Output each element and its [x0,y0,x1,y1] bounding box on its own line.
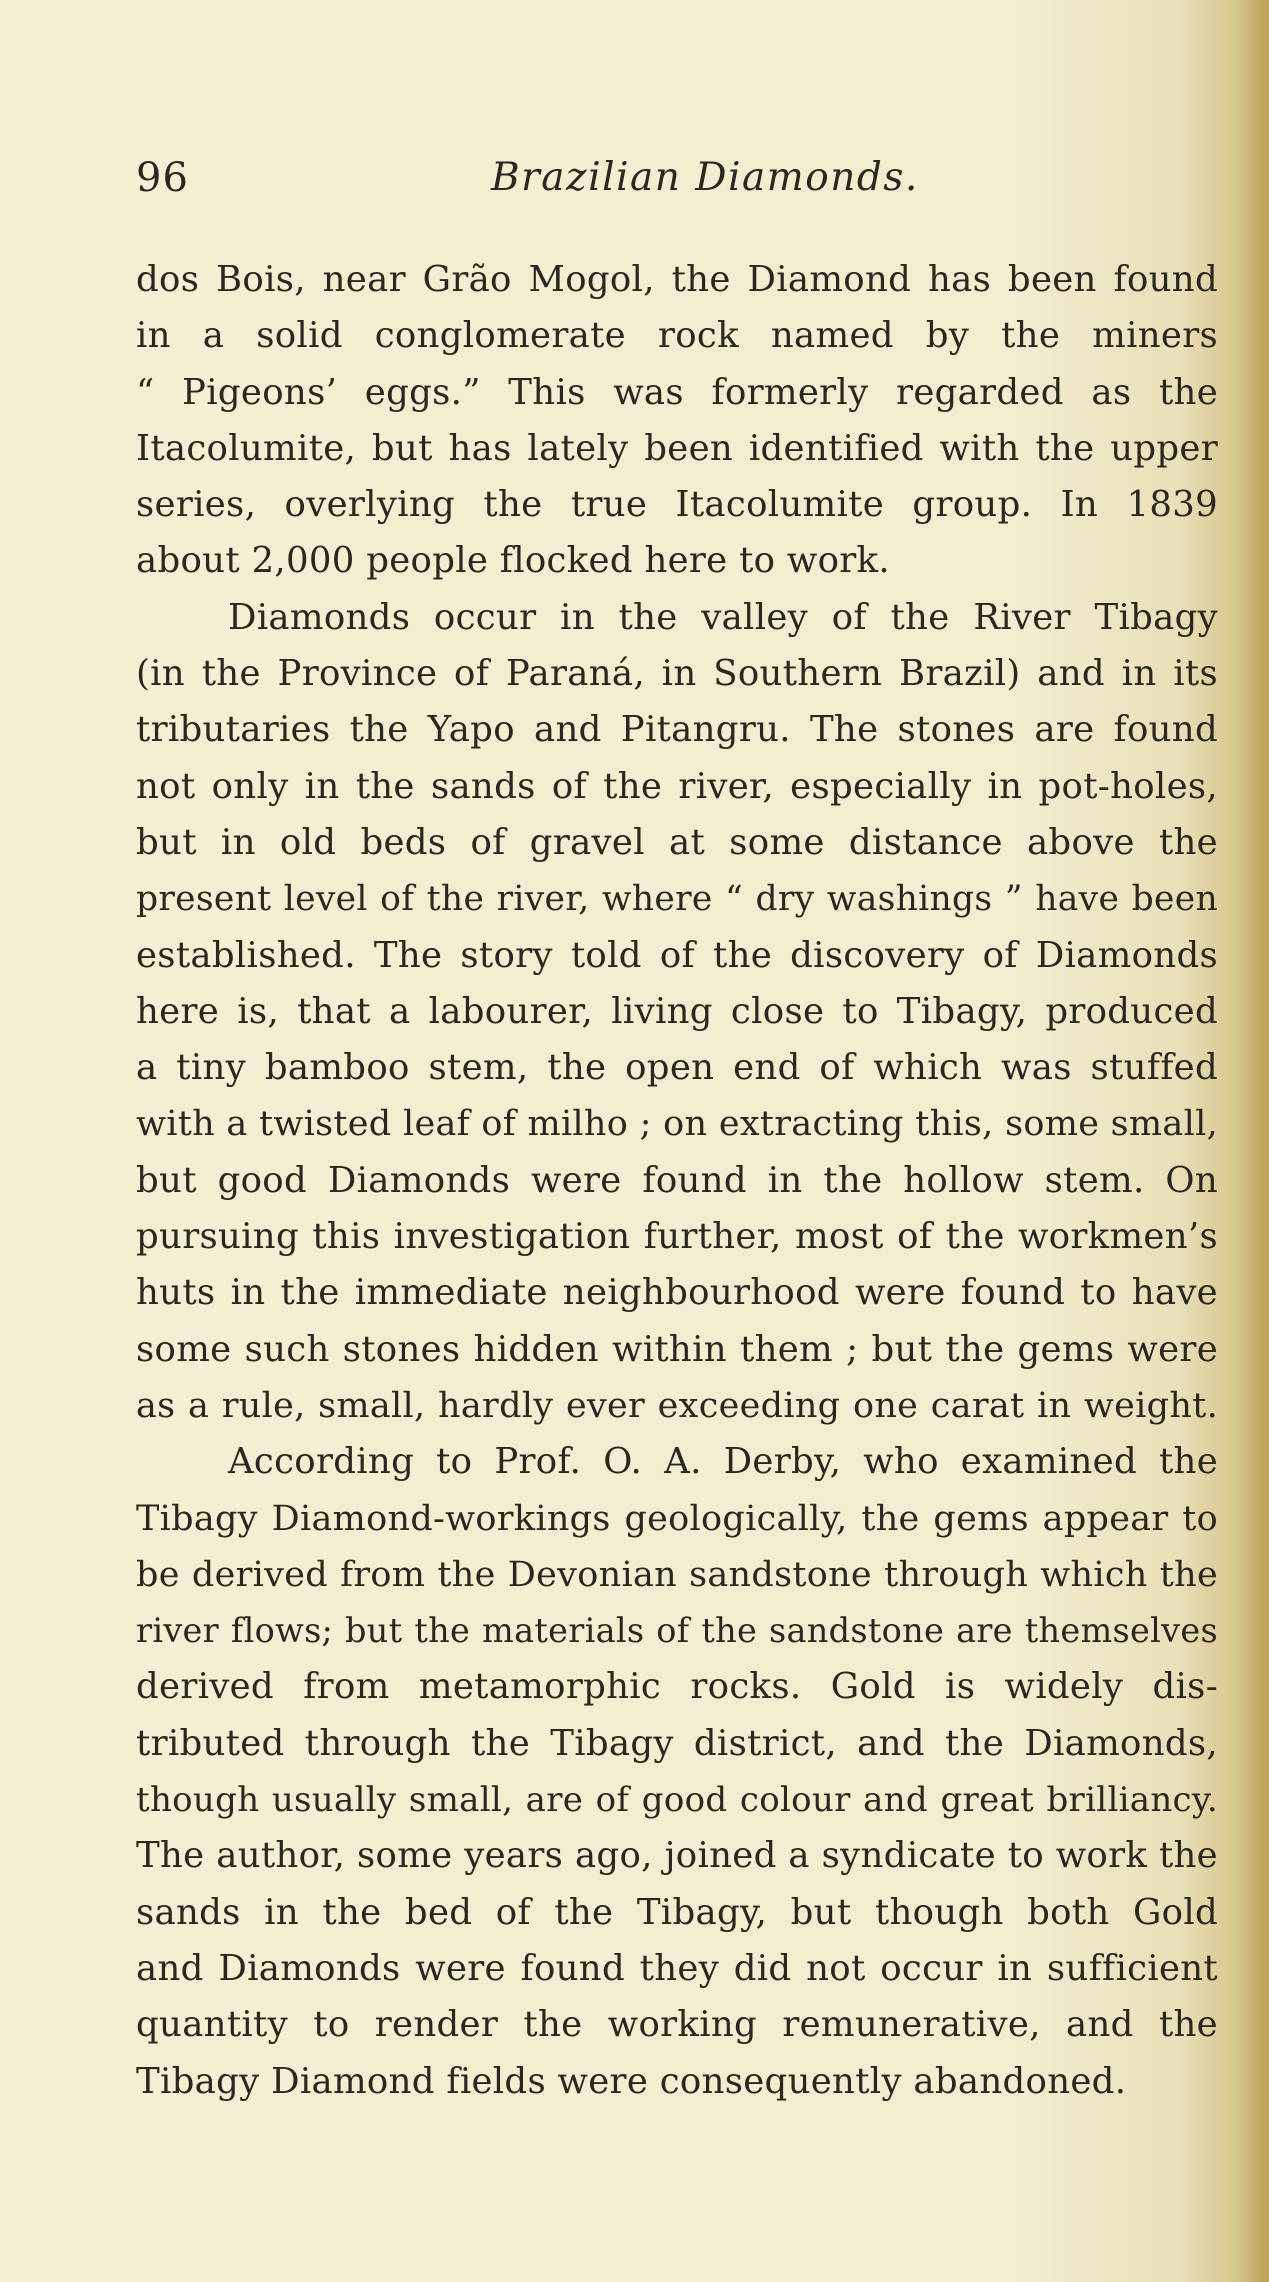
text-line: not only in the sands of the river, especially in pot-holes, [136,765,1218,807]
text-line: be derived from the Devonian sandstone through which the [136,1554,1218,1595]
paragraph-3 [136,1434,1218,2110]
text-line: but in old beds of gravel at some distance above the [136,821,1218,863]
text-line: tributed through the Tibagy district, and the Diamonds, [136,1722,1218,1764]
text-line: present level of the river, where “ dry washings ” have been [136,879,1218,920]
text-line: Itacolumite, but has lately been identified with the upper [136,427,1218,469]
text-line: with a twisted leaf of milho ; on extracting this, some small, [136,1104,1218,1145]
text-line: but good Diamonds were found in the hollow stem. On [136,1159,1218,1201]
text-line: as a rule, small, hardly ever exceeding one carat in weight. [136,1385,1218,1426]
paragraph-1 [136,252,1218,590]
text-line: “ Pigeons’ eggs.” This was formerly regarded as the [136,371,1218,413]
text-line: huts in the immediate neighbourhood were found to have [136,1272,1218,1314]
text-line: Tibagy Diamond fields were consequently abandoned. [136,2060,1127,2102]
text-line: and Diamonds were found they did not occur in sufficient [136,1947,1218,1989]
text-line: about 2,000 people flocked here to work. [136,540,890,582]
text-line: some such stones hidden within them ; but the gems were [136,1328,1218,1370]
text-line: here is, that a labourer, living close to Tibagy, produced [136,990,1218,1032]
text-line: dos Bois, near Grão Mogol, the Diamond has been found [136,259,1218,300]
running-title: Brazilian Diamonds. [491,155,919,200]
text-line: in a solid conglomerate rock named by the miners [136,315,1218,357]
text-line: quantity to render the working remunerative, and the [136,2004,1218,2046]
text-line: pursuing this investigation further, most of the workmen’s [136,1216,1218,1258]
text-line: Tibagy Diamond-workings geologically, the gems appear to [136,1498,1218,1539]
text-line: though usually small, are of good colour and great brilliancy. [136,1780,1218,1821]
text-line: (in the Province of Paraná, in Southern Brazil) and in its [136,653,1218,695]
text-line: a tiny bamboo stem, the open end of which was stuffed [136,1047,1218,1089]
body-text [136,252,1218,2110]
text-line: sands in the bed of the Tibagy, but though both Gold [136,1891,1218,1933]
page-edge-shadow [1239,0,1269,2282]
text-line: river flows; but the materials of the sandstone are themselves [136,1611,1218,1651]
page-header [136,148,1226,208]
text-line: Diamonds occur in the valley of the River Tibagy [228,596,1218,638]
text-line: established. The story told of the discovery of Diamonds [136,934,1218,976]
text-line: The author, some years ago, joined a syndicate to work the [136,1835,1218,1877]
page-number: 96 [136,155,189,201]
text-line: derived from metamorphic rocks. Gold is widely dis- [136,1666,1218,1708]
paragraph-2 [136,590,1218,1434]
text-line: tributaries the Yapo and Pitangru. The stones are found [136,709,1218,751]
text-line: series, overlying the true Itacolumite group. In 1839 [136,484,1218,526]
text-line: According to Prof. O. A. Derby, who examined the [228,1441,1218,1483]
